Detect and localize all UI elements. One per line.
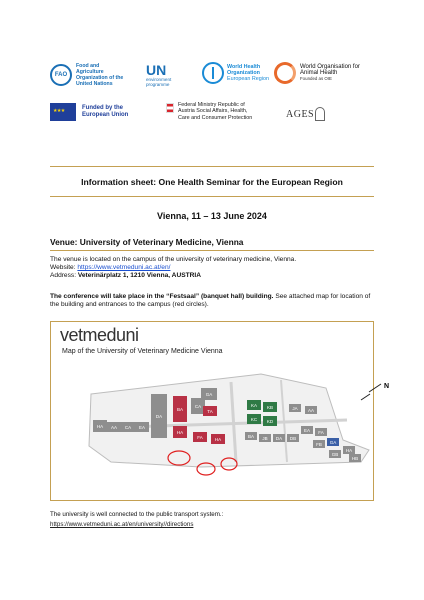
event-dates: Vienna, 11 – 13 June 2024	[157, 211, 267, 221]
map-building-label: GA	[329, 440, 337, 445]
ages-mark-icon	[315, 107, 325, 121]
map-building-label: AA	[110, 425, 118, 430]
map-building-label: KD	[266, 419, 274, 424]
address-value: Veterinärplatz 1, 1210 Vienna, AUSTRIA	[77, 272, 201, 279]
unep-logo	[146, 63, 186, 87]
map-building-label: JB	[262, 436, 268, 441]
map-building-label: GB	[331, 452, 339, 457]
north-arrow-stem	[361, 394, 370, 400]
map-building-label: FA	[197, 435, 203, 440]
woah-name: World Organisation for Animal Health	[300, 64, 360, 76]
divider-venue	[50, 250, 374, 251]
north-arrow	[369, 384, 381, 392]
map-title: Map of the University of Veterinary Medicine Vienna	[62, 348, 223, 355]
map-building-label: KB	[266, 405, 274, 410]
unep-sub: environment programme	[146, 77, 172, 87]
map-building-label: TA	[207, 409, 213, 414]
map-building-label: HA	[345, 448, 353, 453]
map-building-label: BA	[247, 434, 255, 439]
ages-logo	[286, 107, 325, 121]
map-building-label: KA	[250, 403, 258, 408]
website-label: Website:	[50, 264, 78, 271]
map-building-label: AA	[307, 408, 315, 413]
conference-rest: See attached map for location of the building and entrances to the campus (red circles).	[50, 293, 371, 308]
woah-ring-icon	[274, 62, 296, 84]
who-region: European Region	[227, 76, 269, 82]
map-building-label: JA	[292, 406, 298, 411]
map-building-label: FB	[316, 442, 322, 447]
map-building-label: DA	[155, 414, 163, 419]
map-building-label: HA	[96, 424, 104, 429]
conference-bold: The conference will take place in the “Festsaal” (banquet hall) building.	[50, 293, 274, 300]
fao-name: Food and Agriculture Organization of the United Nations	[76, 63, 124, 87]
austria-text: Federal Ministry Republic of Austria Social Affairs, Health, Care and Consumer Protection	[178, 102, 253, 121]
eu-flag-icon	[50, 103, 76, 121]
who-name: World Health Organization	[227, 64, 261, 76]
divider-top	[50, 166, 374, 167]
directions-link[interactable]: https://www.vetmeduni.ac.at/en/university//directions	[50, 521, 194, 528]
unep-abbr: UN	[146, 62, 167, 78]
map-building-label: FA	[318, 430, 324, 435]
map-building-label: CA	[124, 425, 132, 430]
map-drawing	[51, 322, 390, 500]
fao-seal-icon	[50, 64, 72, 86]
divider-title	[50, 196, 374, 197]
austria-ministry-logo	[166, 102, 256, 121]
fao-abbr: FAO	[54, 72, 68, 78]
venue-heading: Venue: University of Veterinary Medicine, Vienna	[50, 237, 244, 247]
venue-line1: The venue is located on the campus of the university of veterinary medicine, Vienna.	[50, 256, 297, 263]
who-globe-icon	[202, 62, 224, 84]
conference-info	[50, 293, 380, 309]
map-building-label: GA	[205, 392, 213, 397]
map-building-label: BA	[176, 407, 184, 412]
map-building-label: HA	[176, 430, 184, 435]
map-building-label: HA	[214, 437, 222, 442]
venue-info	[50, 256, 380, 280]
campus-map	[50, 321, 390, 501]
woah-sub: Founded as OIE	[300, 76, 332, 81]
map-building-label: HB	[351, 456, 359, 461]
transport-line: The university is well connected to the public transport system.:	[50, 511, 224, 518]
map-building-label: DA	[275, 436, 283, 441]
page-title: Information sheet: One Health Seminar for the European Region	[81, 177, 343, 187]
website-link[interactable]: https://www.vetmeduni.ac.at/en/	[77, 264, 171, 271]
address-label: Address:	[50, 272, 78, 279]
who-logo	[202, 62, 271, 84]
map-building-label: DB	[289, 436, 297, 441]
woah-logo	[274, 62, 372, 84]
map-building-label: CA	[194, 404, 202, 409]
ages-text: AGES	[286, 108, 315, 120]
eu-logo	[50, 103, 146, 121]
austria-flag-icon	[166, 103, 174, 113]
map-building-label: EA	[303, 428, 311, 433]
north-label: N	[384, 383, 390, 390]
map-brand: vetmeduni	[60, 325, 139, 345]
eu-text: Funded by the European Union	[82, 105, 129, 118]
map-building-label: EA	[138, 425, 146, 430]
fao-logo	[50, 63, 128, 87]
map-building-label: KC	[250, 417, 258, 422]
